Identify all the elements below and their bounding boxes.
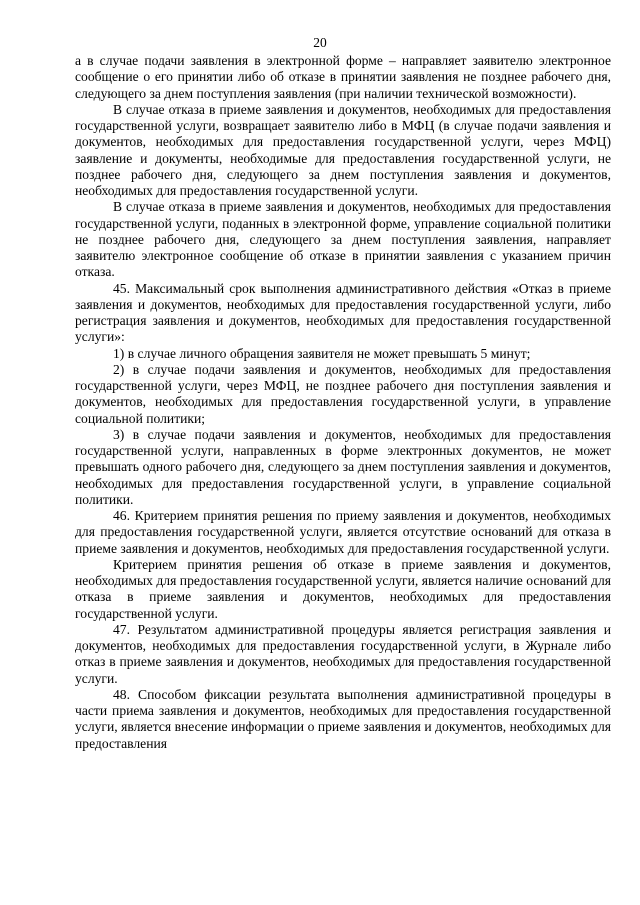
list-item-1: 1) в случае личного обращения заявителя не может превышать 5 минут; (113, 345, 531, 361)
paragraph-48: 48. Способом фиксации результата выполнения административной процедуры в части приема заявления и документов, необходимых для предоставления государственной услуги, является внесение информации о приеме заявления и документов, необходимых для предоставления (75, 686, 611, 751)
page-number: 20 (313, 35, 327, 50)
document-body (75, 53, 611, 752)
paragraph-refusal-electronic: В случае отказа в приеме заявления и документов, необходимых для предоставления государственной услуги, поданных в электронной форме, управление социальной политики не позднее рабочего дня, следующего за днем поступления заявления, направляет заявителю электронное сообщение об отказе в принятии заявления с указанием причин отказа. (75, 199, 611, 280)
paragraph-46: 46. Критерием принятия решения по приему заявления и документов, необходимых для предоставления государственной услуги, является отсутствие оснований для отказа в приеме заявления и документов, необходимых для предоставления государственной услуги. (75, 508, 611, 556)
paragraph-45: 45. Максимальный срок выполнения административного действия «Отказ в приеме заявления и документов, необходимых для предоставления государственной услуги, либо регистрация заявления и документов, необходимых для предоставления государственной услуги»: (75, 280, 611, 345)
list-item-3: 3) в случае подачи заявления и документов, необходимых для предоставления государственной услуги, направленных в форме электронных документов, не может превышать одного рабочего дня, следующего за днем поступления заявления и документов, необходимых для предоставления государственной услуги, в управление социальной политики. (75, 426, 611, 507)
paragraph-46-refusal-criterion: Критерием принятия решения об отказе в приеме заявления и документов, необходимых для предоставления государственной услуги, является наличие оснований для отказа в приеме заявления и документов, необходимых для предоставления государственной услуги. (75, 556, 611, 621)
paragraph-continuation: а в случае подачи заявления в электронной форме – направляет заявителю электронное сообщение о его принятии либо об отказе в принятии заявления не позднее рабочего дня, следующего за днем поступления заявления (при наличии технической возможности). (75, 53, 611, 101)
paragraph-47: 47. Результатом административной процедуры является регистрация заявления и документов, необходимых для предоставления государственной услуги, в Журнале либо отказ в приеме заявления и документов, необходимых для предоставления государственной услуги. (75, 621, 611, 686)
list-item-2: 2) в случае подачи заявления и документов, необходимых для предоставления государственной услуги, через МФЦ, не позднее рабочего дня поступления заявления и документов, необходимых для предоставления государственной услуги, в управление социальной политики; (75, 361, 611, 426)
paragraph-refusal-return: В случае отказа в приеме заявления и документов, необходимых для предоставления государственной услуги, возвращает заявителю либо в МФЦ (в случае подачи заявления и документов, необходимых для предоставления государственной услуги, через МФЦ) заявление и документы, необходимые для предоставления государственной услуги, не позднее рабочего дня, следующего за днем поступления заявления и документов, необходимых для предоставления государственной услуги. (75, 101, 611, 198)
